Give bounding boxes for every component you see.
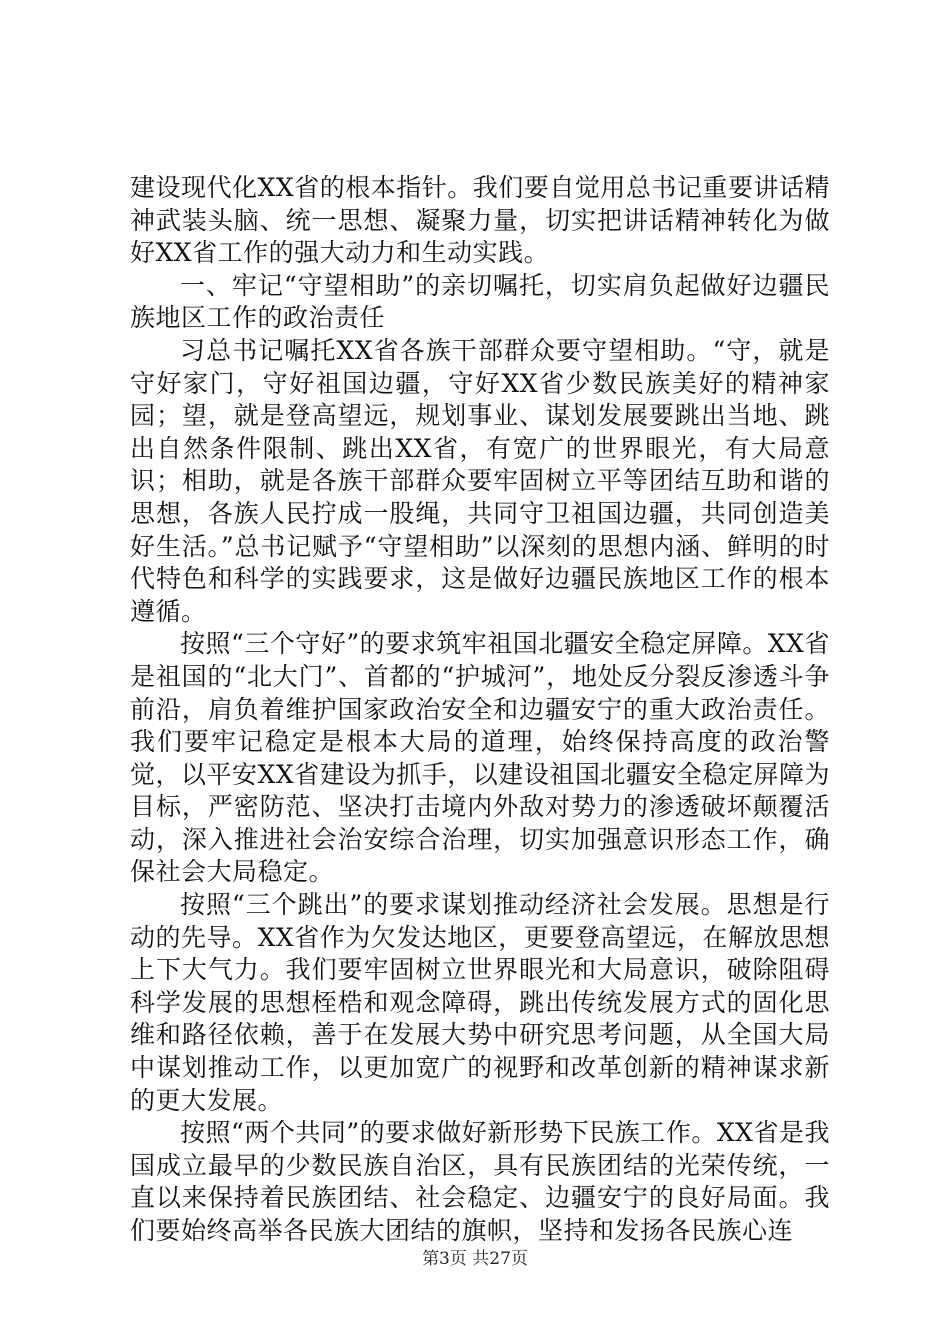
paragraph-two-togethers: 按照“两个共同”的要求做好新形势下民族工作。XX省是我国成立最早的少数民族自治区，具有民族团结的光荣传统，一直以来保持着民族团结、社会稳定、边疆安宁的良好局面。我们要始终高举各民族大团结的旗帜，坚持和发扬各民族心连: [130, 1118, 830, 1245]
paragraph-three-jumps: 按照“三个跳出”的要求谋划推动经济社会发展。思想是行动的先导。XX省作为欠发达地区，更要登高望远，在解放思想上下大气力。我们要牢固树立世界眼光和大局意识，破除阻碍科学发展的思想桎梏和观念障碍，跳出传统发展方式的固化思维和路径依赖，善于在发展大势中研究思考问题，从全国大局中谋划推动工作，以更加宽广的视野和改革创新的精神谋求新的更大发展。: [130, 890, 830, 1115]
document-body: [130, 172, 830, 1248]
paragraph-intro-continuation: 建设现代化XX省的根本指针。我们要自觉用总书记重要讲话精神武装头脑、统一思想、凝聚力量，切实把讲话精神转化为做好XX省工作的强大动力和生动实践。: [130, 173, 830, 268]
paragraph-three-guards: 按照“三个守好”的要求筑牢祖国北疆安全稳定屏障。XX省是祖国的“北大门”、首都的“护城河”，地处反分裂反渗透斗争前沿，肩负着维护国家政治安全和边疆安宁的重大政治责任。我们要牢记稳定是根本大局的道理，始终保持高度的政治警觉，以平安XX省建设为抓手，以建设祖国北疆安全稳定屏障为目标，严密防范、坚决打击境内外敌对势力的渗透破坏颠覆活动，深入推进社会治安综合治理，切实加强意识形态工作，确保社会大局稳定。: [130, 629, 830, 887]
page-number-footer: 第3页 共27页: [422, 1249, 528, 1269]
section-heading: 一、牢记“守望相助”的亲切嘱托，切实肩负起做好边疆民族地区工作的政治责任: [130, 270, 830, 333]
paragraph-mutual-help: 习总书记嘱托XX省各族干部群众要守望相助。“守，就是守好家门，守好祖国边疆，守好XX省少数民族美好的精神家园；望，就是登高望远，规划事业、谋划发展要跳出当地、跳出自然条件限制、跳出XX省，有宽广的世界眼光，有大局意识；相助，就是各族干部群众要牢固树立平等团结互助和谐的思想，各族人民拧成一股绳，共同守卫祖国边疆，共同创造美好生活。”总书记赋予“守望相助”以深刻的思想内涵、鲜明的时代特色和科学的实践要求，这是做好边疆民族地区工作的根本遵循。: [130, 335, 830, 626]
